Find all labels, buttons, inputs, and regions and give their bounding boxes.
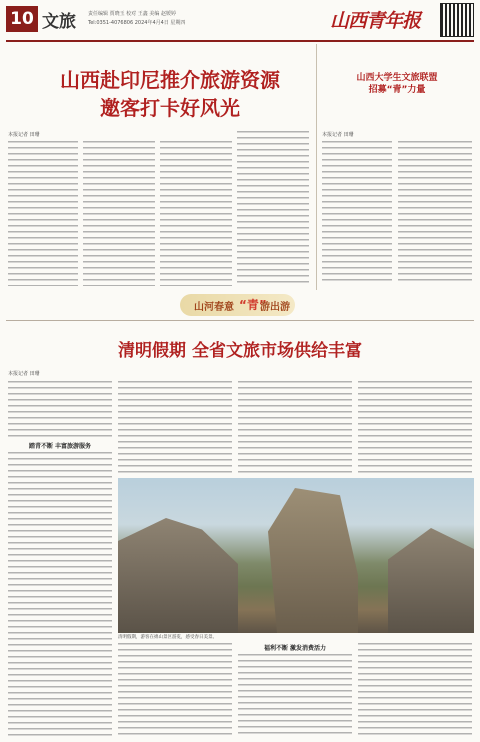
- article1-headline-line1: 山西赴印尼推介旅游资源: [60, 68, 280, 92]
- article2-column: [8, 452, 112, 736]
- editor-credits: 责任编辑 贾晓玉 校对 王鑫 美编 赵媛婷: [88, 11, 176, 17]
- sidebar-byline: 本报记者 田珊: [322, 132, 354, 138]
- article2-column: [238, 654, 352, 736]
- article1-column: [160, 141, 232, 286]
- article1-column: [83, 141, 155, 286]
- sidebar-title-line2: 招募“青”力量: [368, 85, 426, 95]
- banner-text-2: “青”: [239, 298, 267, 312]
- article2-column: [358, 643, 472, 736]
- photo-caption: 清明假期，游客在绵山景区游览，感受春日美景。: [118, 635, 217, 640]
- contact-date: Tel:0351-4076806 2024年4月4日 星期四: [88, 20, 186, 26]
- article2-column: [238, 381, 352, 473]
- section-rule: [6, 320, 474, 321]
- column-divider: [316, 44, 317, 290]
- article2-byline: 本报记者 田珊: [8, 371, 40, 377]
- article1-headline-line2: 邀客打卡好风光: [100, 96, 240, 120]
- section-title: 文旅: [42, 12, 76, 32]
- sidebar-column: [322, 141, 392, 281]
- article2-column: [358, 381, 472, 473]
- sidebar-title-line1: 山西大学生文旅联盟: [356, 73, 438, 83]
- section-banner: [180, 294, 295, 316]
- header-rule: [6, 40, 474, 42]
- banner-text-3: 游出游: [260, 302, 290, 313]
- article2-subhead1: 踏青不断 丰富旅游服务: [28, 443, 92, 450]
- page-number: 10: [6, 6, 38, 32]
- qr-code-icon: [440, 3, 474, 37]
- article1-column: [237, 131, 309, 286]
- article-photo: [118, 478, 474, 633]
- article2-column: [118, 643, 232, 736]
- article1-column: [8, 141, 78, 286]
- article2-column: [118, 381, 232, 473]
- article1-byline: 本报记者 田珊: [8, 132, 40, 138]
- sidebar-column: [398, 141, 472, 281]
- newspaper-logo: 山西青年报: [330, 10, 421, 32]
- article2-column: [8, 381, 112, 437]
- article2-subhead2: 福利不断 激发消费活力: [263, 645, 327, 652]
- article2-headline: 清明假期 全省文旅市场供给丰富: [118, 341, 362, 361]
- banner-text-1: 山河春意: [194, 302, 234, 313]
